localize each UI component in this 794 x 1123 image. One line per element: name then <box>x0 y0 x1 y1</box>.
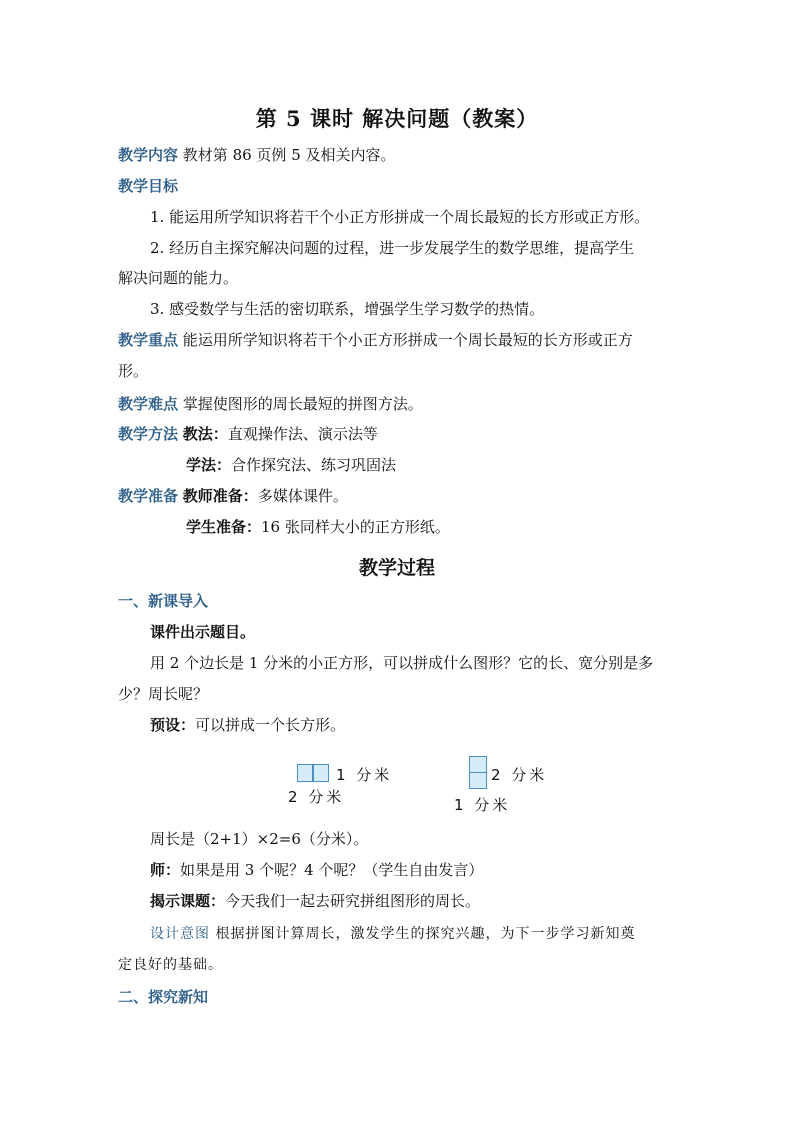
teaching-content-text: 教材第 86 页例 5 及相关内容。 <box>182 146 396 164</box>
section1-question: 用 2 个边长是 1 分米的小正方形，可以拼成什么图形？它的长、宽分别是多 <box>150 654 654 672</box>
section1-heading: 一、新课导入 <box>118 592 209 610</box>
goal-item-3: 3. 感受数学与生活的密切联系，增强学生学习数学的热情。 <box>150 300 545 318</box>
teacher-prep-text: 多媒体课件。 <box>257 487 348 505</box>
learn-method-row <box>186 455 396 475</box>
teaching-goals-label: 教学目标 <box>118 177 179 195</box>
preparation-label: 教学准备 <box>118 487 179 505</box>
learn-method-text: 合作探究法、练习巩固法 <box>231 456 397 474</box>
figure2-side-label: 2 分米 <box>491 766 548 784</box>
teaching-content-row <box>118 145 396 165</box>
figure2-bottom-label: 1 分米 <box>454 796 511 814</box>
goal-item-2: 2. 经历自主探究解决问题的过程，进一步发展学生的数学思维，提高学生 <box>150 239 635 257</box>
preset-text: 可以拼成一个长方形。 <box>195 716 346 734</box>
reveal-text: 今天我们一起去研究拼组图形的周长。 <box>225 892 481 910</box>
teacher-text: 如果是用 3 个呢？4 个呢？（学生自由发言） <box>180 861 484 879</box>
design-intent-row <box>150 924 635 944</box>
student-prep-row <box>186 517 450 537</box>
reveal-line <box>150 891 480 911</box>
goal-item-1: 1. 能运用所学知识将若干个小正方形拼成一个周长最短的长方形或正方形。 <box>150 208 650 226</box>
teacher-prep-label: 教师准备： <box>182 487 258 505</box>
figure1-side-label: 1 分米 <box>336 766 393 784</box>
reveal-label: 揭示课题： <box>150 892 226 910</box>
teacher-line <box>150 860 483 880</box>
student-prep-text: 16 张同样大小的正方形纸。 <box>261 518 450 536</box>
design-intent-text-cont: 定良好的基础。 <box>118 957 223 973</box>
design-intent-label: 设计意图 <box>150 926 210 942</box>
figure1-bottom-label: 2 分米 <box>288 788 345 806</box>
teaching-content-label: 教学内容 <box>118 146 179 164</box>
unit-square <box>313 764 329 782</box>
section2-heading: 二、探究新知 <box>118 988 209 1006</box>
difficulty-row <box>118 394 423 414</box>
unit-square <box>297 764 313 782</box>
section1-question-cont: 少？周长呢？ <box>118 685 209 703</box>
unit-square <box>469 772 487 789</box>
design-intent-text: 根据拼图计算周长，激发学生的探究兴趣，为下一步学习新知奠 <box>215 926 636 942</box>
perimeter-line: 周长是（2+1）×2=6（分米）。 <box>150 830 369 848</box>
teach-method-text: 直观操作法、演示法等 <box>227 425 378 443</box>
methods-label: 教学方法 <box>118 425 179 443</box>
preparation-row <box>118 486 348 506</box>
preset-label: 预设： <box>150 716 196 734</box>
goal-item-2-cont: 解决问题的能力。 <box>118 269 239 287</box>
methods-row <box>118 424 378 444</box>
difficulty-label: 教学难点 <box>118 395 179 413</box>
teacher-label: 师： <box>150 861 181 879</box>
difficulty-text: 掌握使图形的周长最短的拼图方法。 <box>182 395 423 413</box>
key-point-label: 教学重点 <box>118 331 179 349</box>
section1-cue: 课件出示题目。 <box>150 623 256 641</box>
student-prep-label: 学生准备： <box>186 518 262 536</box>
key-point-text-cont: 形。 <box>118 362 149 380</box>
page-title: 第 5 课时 解决问题（教案） <box>255 106 539 131</box>
unit-square <box>469 756 487 773</box>
preset-row <box>150 715 345 735</box>
key-point-row <box>118 330 633 350</box>
teach-method-label: 教法： <box>182 425 228 443</box>
process-title: 教学过程 <box>358 557 435 579</box>
learn-method-label: 学法： <box>186 456 232 474</box>
key-point-text: 能运用所学知识将若干个小正方形拼成一个周长最短的长方形或正方 <box>182 331 633 349</box>
